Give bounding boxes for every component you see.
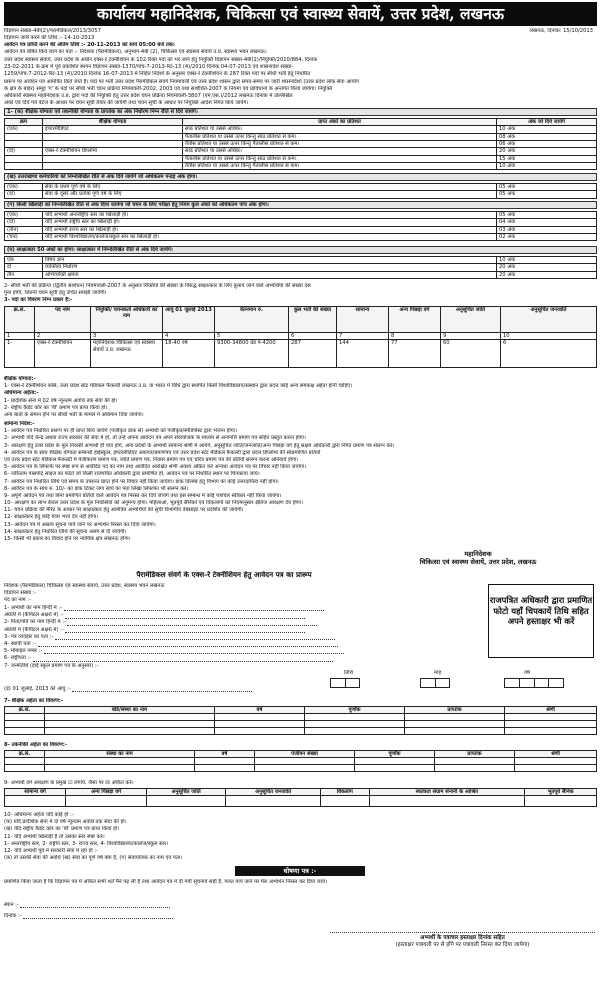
column-header: वर्ष — [195, 751, 255, 758]
eligibility-line: अधिमान्य अर्हता:- — [4, 390, 39, 397]
table-row: पैतालीस प्रतिशत या उससे ऊपर किन्तु साठ प्रतिशत से कम। 15 अंक — [5, 155, 597, 162]
para2 — [4, 283, 597, 305]
education-table[interactable] — [4, 706, 597, 735]
field-father-english[interactable]: अंग्रेजी में (कैपिटल अक्षरों में) :- — [4, 627, 474, 634]
extra-line: (क) तो उसकी सेवा की अवधि (ख) सेवा का पूर्ण वर्ष क्या है, (ग) सेवायोजक का नाम एवं पता। — [4, 855, 183, 862]
table-row: (दो) यदि अभ्यर्थी राष्ट्रीय स्तर का खिलाड़ी हो। 04 अंक — [5, 219, 597, 226]
index-row: 1 2 3 4 5 6 7 8 9 10 — [5, 333, 597, 340]
table-row: तीन अभिव्यक्ति क्षमता 20 अंक — [5, 271, 597, 278]
instruction-line: 1- आवेदन पत्र निर्धारित प्रारूप पर ही प्राप्त किये जायेंगे (पंजीकृत डाक से) अभ्यर्थी को पंजीकृत/स्पीडपोस्ट द्वारा भेजना होगा। — [4, 428, 237, 435]
extra-fields — [4, 812, 597, 862]
general-heading: सामान्य निर्देश:- — [4, 421, 35, 427]
instruction-line: 11- चयन प्रक्रिया की मेरिट के आधार पर साक्षात्कार हेतु आमंत्रित अभ्यर्थियों की सूची विभागीय वेबसाइट पर प्रदर्शित की जायेगी। — [4, 507, 244, 514]
age-line[interactable]: (ड़) 01 जुलाई, 2013 को आयु :- — [4, 686, 597, 692]
column-header: सामान्य — [337, 307, 389, 333]
table-row: एक विषय ज्ञान 10 अंक — [5, 257, 597, 264]
column-header: अनुसूचित जनजाति — [501, 307, 597, 333]
form-to-line: पद का नाम :- — [4, 597, 31, 604]
extra-line: 11- यदि अभ्यर्थी खिलाड़ी है तो उसका स्तर स्पष्ट करें। — [4, 833, 105, 840]
office-title-banner: कार्यालय महानिदेशक, चिकित्सा एवं स्वास्थ्य सेवायें, उत्तर प्रदेश, लखनऊ — [4, 2, 597, 26]
applicant-signature-block — [330, 932, 595, 950]
column-header: भूतपूर्व सैनिक — [525, 789, 597, 796]
instruction-line: 8- आवेदन पत्र के साथ रु. 10/- का डाक टिकट लगा स्वयं का पता लिखा लिफाफा भी संलग्न करें। — [4, 485, 189, 492]
edu-heading: 7- शैक्षिक अर्हता का विवरण:- — [4, 698, 64, 704]
table-row: (एक) यदि अभ्यर्थी अन्तर्राष्ट्रीय स्तर का खिलाड़ी हो। 05 अंक — [5, 212, 597, 219]
section-kha-heading: (ख) उत्तराखण्ड कर्मचारियों को निम्नलिखित रीति से अंक दिये जायेंगे जो अधिकतम पन्द्रह अंक होगा। — [4, 173, 597, 181]
date-field[interactable]: दिनांक :- — [4, 913, 304, 919]
intro-line: 1259/पांच-7-2012-रिट-13 (4)/2010 दिनांक 16-07-2013 में निहित निर्देशों के अनुसार एक्स-रे टेक्नीशियन के 287 रिक्त पदों पर सीधी भर्ती हेतु निर्धारित — [4, 71, 311, 78]
column-header: क्र.सं. — [5, 307, 35, 333]
posts-table — [4, 306, 597, 368]
column-header: अनुसूचित जनजाति — [226, 789, 321, 796]
field-permanent-address[interactable]: 4- स्थायी पता :- — [4, 641, 474, 648]
column-header: क्र.सं. — [5, 707, 45, 714]
column-header: विकलांग — [321, 789, 370, 796]
director-signature-block — [360, 550, 596, 567]
column-header: श्रेणी — [505, 707, 597, 714]
instruction-line: 2- अभ्यर्थी यदि केन्द्र अथवा राज्य सरकार की सेवा में हों, तो उन्हें अपना आवेदन पत्र अपने सेवायोजक के माध्यम से अनापत्ति प्रमाण पत्र सहित प्रस्तुत करना होगा। — [4, 435, 306, 442]
section-ga-heading: (ग) किसी खिलाड़ी को निम्नलिखित रीति से अंक दिया जायेगा जो चयन के लिए परीक्षा हेतु नियम कुल अंकों को अधिकतम पांच अंक होगा। — [4, 201, 597, 209]
eligibility-line: 1- प्रादेशिक सेना में 02 वर्ष न्यूनतम अवधि तक सेवा की हो। — [4, 397, 118, 404]
field-mobile[interactable]: 5- मोबाइल नम्बर :- — [4, 648, 474, 655]
form-to-line: निदेशक (पैरामेडिकल) चिकित्सा एवं स्वास्थ्य सेवायें, उत्तर प्रदेश, स्वास्थ्य भवन लखनऊ — [4, 583, 165, 589]
column-header: नियुक्ति/ चयनकर्ता अधिकारी का नाम — [91, 307, 163, 333]
para-line: 2- सीधी भर्ती की प्रक्रिया (द्वितीय संशोधन) नियमावली-2007 के अनुसार रिक्तियों की संख्या के विरुद्ध साक्षात्कार के लिए बुलाये जाने वाले अभ्यर्थियों की संख्या दस — [4, 283, 311, 289]
place-date: लखनऊ, दिनांक: 15/10/2013 — [529, 28, 593, 34]
reservation-line: 9- अभ्यर्थी वर्ग आरक्षण के प्रमुख ☑ लगायें, जैसा पर ☒ अंकित करें। — [4, 780, 134, 786]
column-header: पूर्णांक — [355, 751, 435, 758]
interview-marks-table — [4, 256, 597, 279]
eligibility-section — [4, 376, 597, 419]
column-header: अन्य पिछड़ा वर्ग — [389, 307, 441, 333]
column-header: पद नाम — [35, 307, 91, 333]
table-row: 1- एक्स-रे टेक्नीशियन महानिदेशक चिकित्सा एवं स्वास्थ्य सेवायें उ.प्र. लखनऊ 18-40 वर्ष 9300-34800 ग्रेड पे-4200 287 144 77 60 6 — [5, 340, 597, 368]
declaration-heading: घोषणा पत्र :- — [235, 866, 365, 876]
tech-heading: 8- तकनीकी अर्हता का विवरण:- — [4, 742, 68, 748]
instruction-line: 3- आरक्षण हेतु उत्तर प्रदेश के मूल निवासी अभ्यर्थी ही पात्र होंगे, अन्य प्रदेशों के अभ्यर्थी सामान्य श्रेणी में आयेंगे, अनुसूचित जाति/जनजाति/अन्य पिछड़ा वर्ग हेतु सक्षम अधिकारी द्वारा निर्गत प्रमाण पत्र संलग्न करें। — [4, 442, 395, 449]
eligibility-line: 1- एक्स-रे टेक्नीशियन कोर्स, उत्तर प्रदेश स्टेट मेडिकल फैकल्टी लखनऊ उ.प्र. या भारत में विधि द्वारा स्थापित किसी विश्वविद्यालय/संस्थान द्वारा प्रदत्त कोई अन्य समकक्ष अर्हता होनी चाहिए। — [4, 383, 353, 390]
instruction-line: 15- किसी भी प्रकार का विवाद होने पर न्यायिक क्षेत्र लखनऊ होगा। — [4, 536, 131, 542]
ref-line — [4, 28, 597, 34]
table-row: (चार) यदि अभ्यर्थी विश्वविद्यालय/कालेज/स्कूल स्तर का खिलाड़ी हो। 02 अंक — [5, 234, 597, 241]
instruction-line: 12- साक्षात्कार हेतु कोई यात्रा भत्ता देय नहीं होगा। — [4, 514, 99, 521]
column-header: श्रेणी — [515, 751, 597, 758]
instruction-line: 5- आवेदन पत्र के लिफाफे पर स्पष्ट रूप से आवेदित पद का नाम तथा आवेदित आरक्षित श्रेणी अवश्य अंकित करें अन्यथा आवेदन पत्र पर विचार नहीं किया जायेगा। — [4, 464, 307, 471]
form-address-block — [4, 583, 474, 605]
column-header: बोर्ड/संस्था का नाम — [45, 707, 215, 714]
extra-line: (क) यदि प्रादेशिक सेना में दो वर्ष न्यूनतम अवधि तक सेवा की हो। — [4, 819, 127, 826]
section1-heading: 1- (क) शैक्षिक योग्यता एवं तकनीकी योग्यता के प्राप्तांक का अंक निर्धारण निम्न रीति से दिये जायेंगे। — [4, 108, 597, 116]
table-row: (एक) सेवा के प्रथम पूर्ण वर्ष के लिए 05 अंक — [5, 184, 597, 191]
instruction-line: 9- अपूर्ण आवेदन पत्र तथा बिना प्रमाणित प्रतियों वाले आवेदन पत्र निरस्त कर दिये जायेंगे तथा इस सम्बन्ध में कोई पत्राचार स्वीकार नहीं किया जायेगा। — [4, 492, 282, 499]
section-gha-heading: (घ) साक्षात्कार 50 अंकों का होगा। साक्षात्कार में निम्नलिखित रीति से अंक दिये जायेंगे। — [4, 246, 597, 254]
column-header: पंजीयन संख्या — [255, 751, 355, 758]
application-address: आवेदन पत्र प्रेषित किये जाने का पता :- निदेशक (पैरामेडिकल), अनुभाग-4बी (2), चिकित्सा एवं स्वास्थ्य सेवायें उ.प्र. स्वास्थ्य भवन लखनऊ। — [4, 49, 267, 55]
field-postal-address[interactable]: 3- पत्र व्यवहार का पता :- — [4, 634, 474, 641]
column-header: वेतनमान रु. — [215, 307, 289, 333]
extra-line: 1- अन्तर्राष्ट्रीय स्तर, 2- राष्ट्रीय स्तर, 3- राज्य स्तर, 4- विश्वविद्यालय/कालेज/स्कूल स्तर। — [4, 840, 169, 847]
issue-date: विज्ञापन जारी करने की तिथि :- 14-10-2013 — [4, 35, 95, 41]
instruction-line: 4- आवेदन पत्र के साथ शैक्षिक योग्यता सम्बन्धी हाईस्कूल, इण्टरमीडिएट अंकपत्र/प्रमाणपत्र एवं उत्तर प्रदेश स्टेट मेडिकल फैकल्टी द्वारा प्रदत्त डिप्लोमा की स्वप्रमाणित प्रतियाँ — [4, 449, 321, 456]
applicant-fields — [4, 605, 474, 670]
column-header: पूर्णांक — [305, 707, 405, 714]
signatory-office: चिकित्सा एवं स्वास्थ्य सेवायें, उत्तर प्रदेश, लखनऊ — [419, 558, 537, 567]
instruction-line: 10- आरक्षण का लाभ केवल उत्तर प्रदेश के मूल निवासियों को अनुमन्य होगा। महिलाओं, भूतपूर्व सैनिकों एवं विकलांगों को नियमानुसार क्षैतिज आरक्षण देय होगा। — [4, 500, 303, 507]
instruction-line: 6- नवीनतम पासपोर्ट साइज का फोटो जो किसी राजपत्रित अधिकारी द्वारा प्रमाणित हो, आवेदन पत्र पर निर्धारित स्थान पर चिपकाया जाये। — [4, 471, 260, 478]
column-header: प्राप्तांक — [405, 707, 505, 714]
extra-line: 12- यदि अभ्यर्थी पूर्व में सरकारी सेवा में रहा हो :- — [4, 847, 98, 854]
column-header: क्रम — [5, 119, 43, 126]
column-header: अंक जो दिये जायेंगे — [497, 119, 597, 126]
declaration-text: प्रमाणित किया जाता है कि विज्ञापन पत्र में अंकित सभी शर्तें मैंने पढ़ ली हैं तथा आवेदन पत्र में दी गयी सूचनायें सही हैं, गलत पाये जाने पर मेरा अभ्यर्थन निरस्त कर दिया जाये। — [4, 879, 327, 885]
field-dob[interactable]: 7- जन्मतिथि (हाई स्कूल प्रमाण पत्र के अनुसार) :- — [4, 662, 99, 669]
instruction-line: एवं उत्तर प्रदेश स्टेट मेडिकल फैकल्टी में पंजीकरण प्रमाण पत्र, जाति प्रमाण पत्र, निवास प्रमाण पत्र एवं चरित्र प्रमाण पत्र की प्रतियाँ संलग्न करना अनिवार्य होगा। — [4, 456, 299, 463]
field-father-hindi[interactable]: 2- पिता/पति का नाम हिन्दी में :- — [4, 619, 474, 626]
field-nationality[interactable]: 6- राष्ट्रीयता :- — [4, 655, 474, 662]
column-header: क्र.सं. — [5, 751, 45, 758]
intro-line: उत्तर प्रदेश स्वास्थ्य सेवायें, उत्तर प्रदेश के अधीन एक्स-रे टेक्नीशियन के 102 रिक्त पदों को भरे जाने हेतु नियुक्ति विज्ञापन संख्या-4बी(2)/नियुक्ति/2010/884, दिनांक — [4, 57, 318, 63]
column-header: प्राप्तांक — [435, 751, 515, 758]
intro-line: प्रारूप पर आवेदन पत्र आमंत्रित किये जाते हैं। पदों पर भर्ती उत्तर प्रदेश पैरामेडिकल संवर्ग नियमावली एवं उत्तर प्रदेश शासन द्वारा समय-समय पर जारी शासनादेशों (उत्तर प्रदेश लोक सेवा आयोग — [4, 78, 359, 85]
signatory-title: महानिदेशक — [464, 550, 492, 558]
column-header: वर्ष — [215, 707, 305, 714]
column-header: संस्था का नाम — [45, 751, 195, 758]
photo-box[interactable]: राजपत्रित अधिकारी द्वारा प्रमाणित फोटो यहाँ चिपकायें तिथि सहित अपने हस्ताक्षर भी करें — [488, 584, 594, 658]
table-row: पैतालीस प्रतिशत या उससे ऊपर किन्तु साठ प्रतिशत से कम। 08 अंक — [5, 133, 597, 140]
table-row — [5, 721, 597, 728]
column-header: अनुसूचित जाति — [441, 307, 501, 333]
column-header: प्राप्त अंकों का प्रतिशत — [183, 119, 497, 126]
intro-line: 23-02-2011 के क्रम में पूर्व प्रकाशित स्थगन विज्ञापन संख्या-1370/पांच-7-2013-रिट-13 (4)/2010 दिनांक 04-07-2013 एवं शासनादेश संख्या- — [4, 64, 294, 71]
column-header: अनुसूचित जाति — [147, 789, 226, 796]
column-header: आयु 01 जुलाई 2013 — [163, 307, 215, 333]
table-row: (दो) एक्स-रे टेक्नीशियन डिप्लोमा साठ प्रतिशत या उससे अधिक। 20 अंक — [5, 148, 597, 155]
column-header: शैक्षिक योग्यता — [43, 119, 183, 126]
last-date: आवेदन पत्र प्राप्ति करने की अंतिम तिथि :- 20-11-2013 को सायं 05:00 बजे तक। — [4, 42, 175, 48]
table-row: दो व्यक्तित्व निर्धारण 20 अंक — [5, 264, 597, 271]
service-marks-table — [4, 183, 597, 199]
table-row — [5, 765, 597, 772]
column-header: कुल भर्ती की संख्या — [289, 307, 337, 333]
intro-line: अंकों एवं दिये गये वेटेज के आधार पर चयन सूची तैयार की जायेगी तथा चयन सूची के आधार पर नियुक्ति आदेश निर्गत किये जायेंगे। — [4, 100, 249, 107]
form-heading: पैरामेडिकल संवर्ग के एक्स-रे टेक्नीशियन हेतु आवेदन पत्र का प्रारूप — [136, 571, 312, 579]
advertisement-number: विज्ञापन संख्या-4बी(2)/परामेडिकल/2013/3057 — [4, 28, 101, 34]
field-name-english[interactable]: अंग्रेजी में (कैपिटल अक्षरों में) :- — [4, 612, 474, 619]
table-row: (तीन) यदि अभ्यर्थी राज्य स्तर का खिलाड़ी हो। 03 अंक — [5, 226, 597, 233]
table-row — [5, 714, 597, 721]
para-line: गुना होगी, जितनी चयन सूची हेतु उचित समझी जायेगी। — [4, 290, 107, 297]
reservation-table[interactable] — [4, 788, 597, 807]
date-label-year: वर्ष — [524, 670, 530, 676]
general-instructions — [4, 421, 597, 543]
column-header: अन्य पिछड़ा वर्ग — [66, 789, 147, 796]
table-row: तैतीस प्रतिशत या उससे ऊपर किन्तु पैतालीस प्रतिशत से कम। 06 अंक — [5, 141, 597, 148]
para-line: 3- पदों का विवरण निम्न प्रकार है:- — [4, 297, 73, 304]
intro-line: के क्षेत्र के बाहर) समूह 'ग' के पदों पर सीधी भर्ती चयन प्रक्रिया नियमावली-2002, 2003 एवं यथा संशोधित-2007 के नियमों एवं प्राविधानों के अन्तर्गत किया जायेगा। नियुक्ति — [4, 85, 333, 92]
eligibility-line: शैक्षिक योग्यता:- — [4, 376, 36, 382]
sports-marks-table — [4, 211, 597, 241]
date-label-month: माह — [434, 670, 442, 676]
table-row: तैतीस प्रतिशत या उससे ऊपर किन्तु पैतालीस प्रतिशत से कम। 10 अंक — [5, 163, 597, 170]
intro-line: अधिकारी स्वास्थ्य महानिदेशक उ.प्र. द्वारा पदों की नियुक्ति हेतु उत्तर प्रदेश चयन प्रक्रिया नियमावली-3807 (एम.एस.)/2012 लखनऊ दिनांक में उल्लिखित — [4, 92, 293, 99]
table-row — [5, 728, 597, 735]
table-row — [5, 796, 597, 807]
instruction-line: 7- आवेदन पत्र निर्धारित तिथि एवं समय के उपरान्त प्राप्त होने पर विचार नहीं किया जायेगा। डाक विलम्ब हेतु विभाग का कोई उत्तरदायित्व नहीं होगा। — [4, 478, 279, 485]
marks-table — [4, 118, 597, 170]
column-header: सामान्य वर्ग — [5, 789, 66, 796]
place-field[interactable]: स्थान :- — [4, 902, 304, 908]
eligibility-line: 2- राष्ट्रीय कैडेट कोर का 'बी' प्रमाण पत्र प्राप्त किया हो। — [4, 404, 108, 411]
instruction-line: 14- साक्षात्कार हेतु निर्धारित तिथि की सूचना अलग से दी जायेगी। — [4, 528, 127, 535]
instruction-line: 13- आवेदन पत्र में असत्य सूचना पाये जाने पर अभ्यर्थन निरस्त कर दिया जायेगा। — [4, 521, 156, 528]
technical-table[interactable] — [4, 750, 597, 772]
intro-paragraph — [4, 57, 597, 107]
table-row — [5, 758, 597, 765]
signature-label: अभ्यर्थी के पत्राचार हस्ताक्षर दिनांक सहित — [420, 935, 505, 941]
date-label-day: तिथि — [344, 670, 353, 676]
signature-note: (हस्ताक्षर पत्रावली पर से होंगे पर पत्रावली निरस्त कर दिया जायेगा) — [395, 942, 530, 949]
form-to-line: विज्ञापन संख्या :- — [4, 590, 37, 597]
table-row: (दो) सेवा के दूसरे और प्रत्येक पूर्ण वर्ष के लिए 05 अंक — [5, 191, 597, 198]
extra-line: (ख) यदि राष्ट्रीय कैडेट कोर का 'बी' प्रमाण पत्र प्राप्त किया हो। — [4, 826, 120, 833]
eligibility-line: अन्य बातों के समान होने पर सीधी भर्ती के मामले में अधिमान दिया जायेगा। — [4, 411, 144, 418]
table-row: (एक) इण्टरमीडिएट साठ प्रतिशत या उससे अधिक। 10 अंक — [5, 126, 597, 133]
extra-line: 10- अधिमान्य अर्हता यदि कोई हो :- — [4, 812, 74, 818]
field-name-hindi[interactable]: 1- अभ्यर्थी का नाम हिन्दी में :- — [4, 605, 474, 612]
column-header: स्वतंत्रता संग्राम सेनानी के आश्रित — [369, 789, 525, 796]
